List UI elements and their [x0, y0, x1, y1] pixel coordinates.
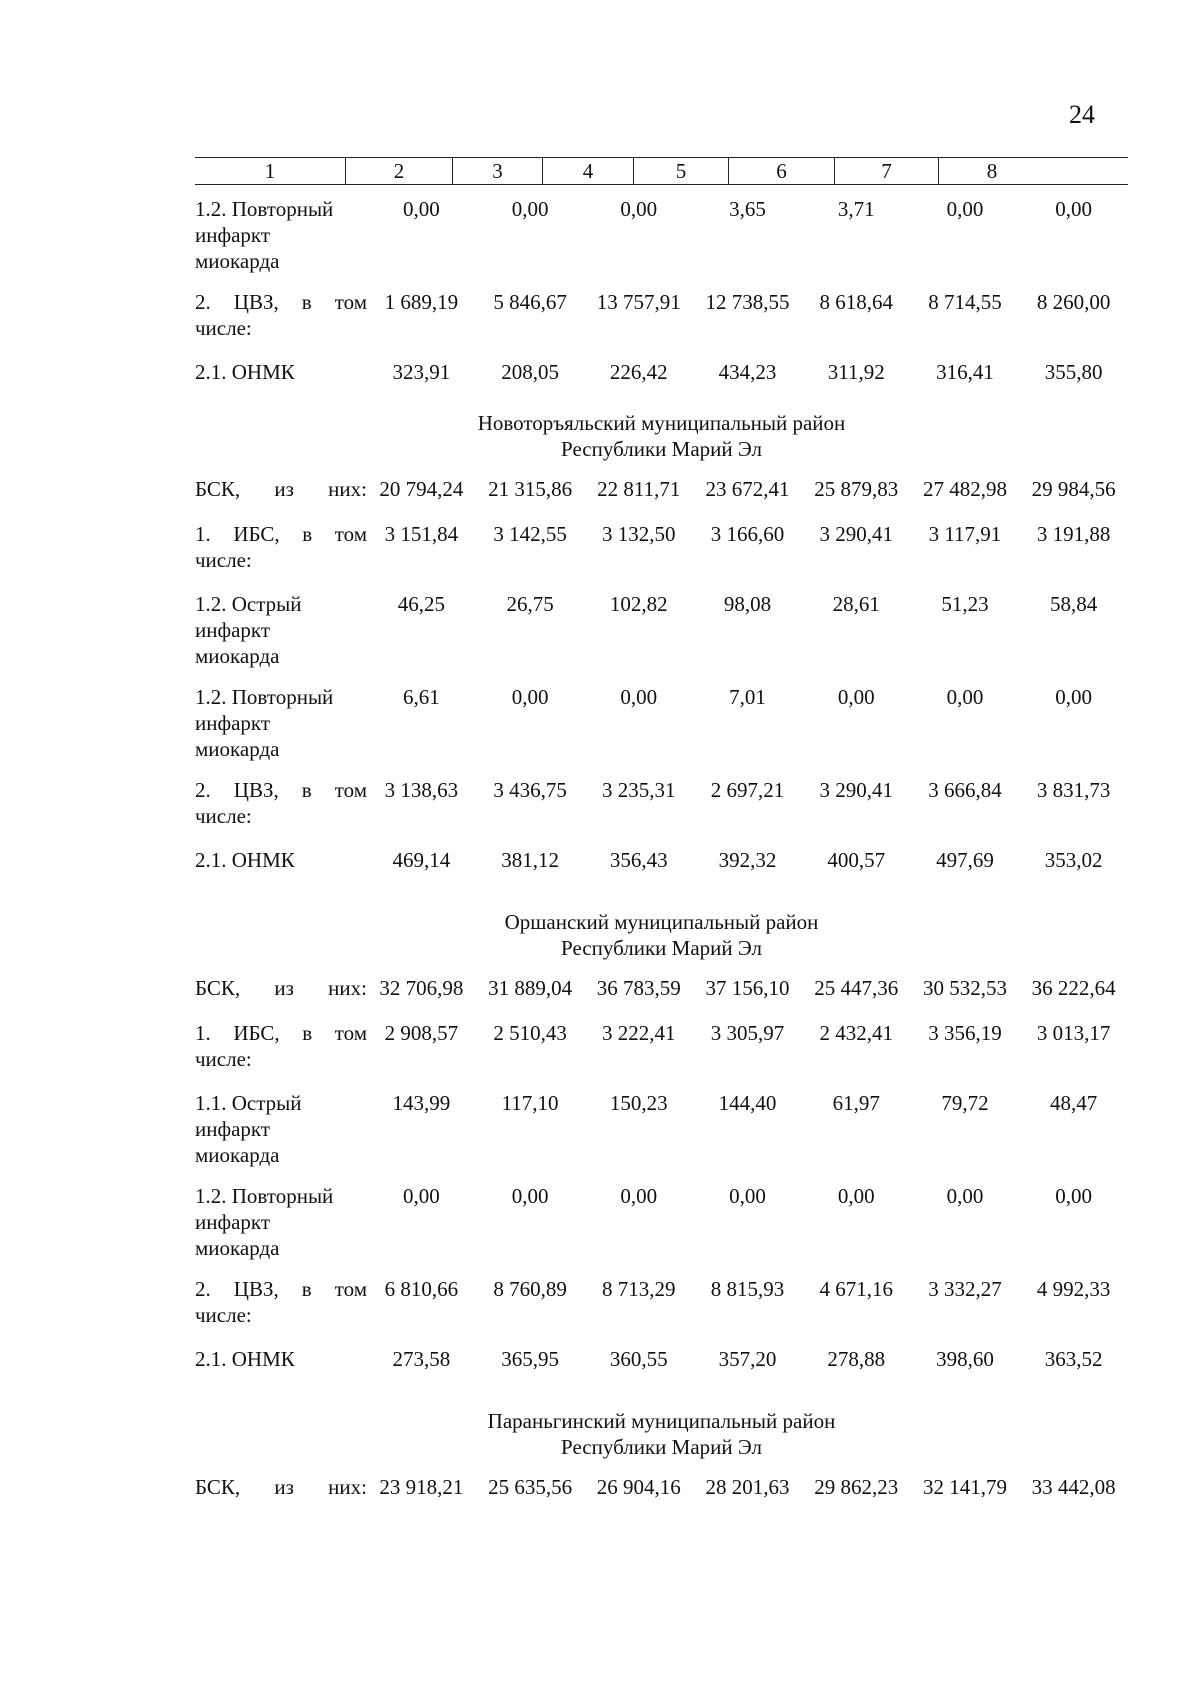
- table-cell: 381,12: [501, 848, 559, 872]
- table-cell: 0,00: [946, 197, 984, 221]
- table-cell: 3 332,27: [928, 1277, 1002, 1301]
- table-cell: 357,20: [718, 1347, 777, 1371]
- table-cell: 208,05: [501, 360, 559, 384]
- table-cell: 434,23: [718, 360, 777, 384]
- table-cell: 316,41: [936, 360, 994, 384]
- table-row: [195, 521, 1128, 573]
- row-label: 1.2. Острый инфаркт миокарда: [195, 592, 302, 668]
- table-cell: 20 794,24: [379, 477, 464, 501]
- table-cell: 3 436,75: [493, 778, 567, 802]
- table-cell: 13 757,91: [596, 290, 681, 314]
- row-label: 2. ЦВЗ, в том числе:: [195, 290, 367, 340]
- table-cell: 356,43: [609, 848, 668, 872]
- table-cell: 0,00: [620, 197, 658, 221]
- row-label: 1.1. Острый инфаркт миокарда: [195, 1091, 302, 1167]
- table-cell: 37 156,10: [705, 976, 790, 1000]
- table-cell: 144,40: [718, 1091, 777, 1115]
- table-cell: 29 862,23: [814, 1475, 899, 1499]
- table-cell: 26 904,16: [596, 1475, 681, 1499]
- header-cell-7: 7: [834, 158, 938, 184]
- table-cell: 3 666,84: [928, 778, 1002, 802]
- table-row: [195, 476, 1128, 502]
- table-cell: 4 992,33: [1036, 1277, 1111, 1301]
- table-cell: 28,61: [832, 592, 880, 616]
- table-row: [195, 1346, 1128, 1372]
- row-label: 1. ИБС, в том числе:: [195, 1021, 367, 1071]
- table-cell: 32 141,79: [922, 1475, 1007, 1499]
- table-cell: 3 290,41: [819, 778, 893, 802]
- table-cell: 117,10: [501, 1091, 559, 1115]
- row-label: 2.1. ОНМК: [195, 360, 295, 384]
- table-cell: 3,71: [837, 197, 875, 221]
- table-cell: 36 783,59: [596, 976, 681, 1000]
- table-cell: 8 760,89: [493, 1277, 567, 1301]
- table-cell: 8 815,93: [710, 1277, 785, 1301]
- table-cell: 363,52: [1044, 1347, 1103, 1371]
- table-cell: 25 447,36: [814, 976, 899, 1000]
- table-cell: 8 714,55: [928, 290, 1002, 314]
- table-cell: 30 532,53: [922, 976, 1007, 1000]
- row-label: 2. ЦВЗ, в том числе:: [195, 778, 367, 828]
- table-cell: 278,88: [827, 1347, 886, 1371]
- table-cell: 0,00: [511, 197, 549, 221]
- table-cell: 353,02: [1044, 848, 1103, 872]
- section-title: Параньгинский муниципальный район Республики Марий Эл: [487, 1409, 836, 1459]
- table-cell: 3 305,97: [710, 1021, 785, 1045]
- table-cell: 0,00: [1055, 685, 1093, 709]
- table-row: [195, 777, 1128, 829]
- table-cell: 3 191,88: [1036, 522, 1111, 546]
- table-cell: 355,80: [1044, 360, 1103, 384]
- table-cell: 33 442,08: [1031, 1475, 1116, 1499]
- table-cell: 3 117,91: [928, 522, 1002, 546]
- table-cell: 36 222,64: [1031, 976, 1116, 1000]
- table-row: [195, 847, 1128, 873]
- table-cell: 25 635,56: [488, 1475, 573, 1499]
- table-row: [195, 1183, 1128, 1261]
- table-cell: 0,00: [511, 1184, 549, 1208]
- table-cell: 2 697,21: [710, 778, 785, 802]
- table-row: [195, 684, 1128, 762]
- header-cell-4: 4: [542, 158, 633, 184]
- table-cell: 23 672,41: [705, 477, 790, 501]
- table-cell: 273,58: [392, 1347, 451, 1371]
- table-cell: 0,00: [729, 1184, 766, 1208]
- row-label: 2.1. ОНМК: [195, 1347, 295, 1371]
- table-cell: 0,00: [620, 685, 658, 709]
- table-row: [195, 975, 1128, 1001]
- header-cell-1: 1: [264, 159, 276, 183]
- table-cell: 3 235,31: [602, 778, 676, 802]
- table-cell: 48,47: [1050, 1091, 1098, 1115]
- table-cell: 3 138,63: [384, 778, 459, 802]
- table-cell: 12 738,55: [705, 290, 790, 314]
- row-label: 1.2. Повторный инфаркт миокарда: [195, 685, 334, 761]
- table-cell: 28 201,63: [705, 1475, 790, 1499]
- table-row: [195, 1020, 1128, 1072]
- table-cell: 3 831,73: [1036, 778, 1111, 802]
- header-cell-2: 2: [345, 158, 452, 184]
- table-cell: 58,84: [1050, 592, 1098, 616]
- table-cell: 21 315,86: [488, 477, 573, 501]
- table-cell: 98,08: [723, 592, 772, 616]
- table-cell: 400,57: [827, 848, 886, 872]
- table-cell: 31 889,04: [488, 976, 573, 1000]
- table-cell: 497,69: [936, 848, 994, 872]
- table-cell: 365,95: [501, 1347, 559, 1371]
- table-cell: 8 260,00: [1036, 290, 1111, 314]
- table-cell: 0,00: [837, 685, 875, 709]
- table-cell: 0,00: [511, 685, 549, 709]
- table-row: [195, 1090, 1128, 1168]
- table-cell: 360,55: [609, 1347, 668, 1371]
- row-label: 1.2. Повторный инфаркт миокарда: [195, 1184, 334, 1260]
- table-cell: 0,00: [1055, 1184, 1093, 1208]
- table-cell: 3 166,60: [710, 522, 785, 546]
- row-label: БСК, из них:: [195, 1475, 367, 1499]
- header-cell-8: 8: [938, 158, 1045, 184]
- table-cell: 6,61: [402, 685, 440, 709]
- table-cell: 46,25: [397, 592, 445, 616]
- table-cell: 323,91: [392, 360, 451, 384]
- table-cell: 79,72: [941, 1091, 989, 1115]
- table-cell: 3 151,84: [384, 522, 459, 546]
- table-cell: 61,97: [832, 1091, 880, 1115]
- table-cell: 27 482,98: [922, 477, 1007, 501]
- table-cell: 0,00: [620, 1184, 658, 1208]
- table-cell: 3 132,50: [602, 522, 676, 546]
- table-row: [195, 289, 1128, 341]
- table-cell: 0,00: [402, 197, 440, 221]
- table-cell: 8 713,29: [602, 1277, 676, 1301]
- table-cell: 226,42: [609, 360, 668, 384]
- table-cell: 0,00: [402, 1184, 440, 1208]
- page-number: 24: [1069, 100, 1095, 129]
- table-cell: 5 846,67: [493, 290, 567, 314]
- table-cell: 3 142,55: [493, 522, 567, 546]
- row-label: БСК, из них:: [195, 976, 367, 1000]
- table-cell: 0,00: [946, 1184, 984, 1208]
- table-cell: 0,00: [1055, 197, 1093, 221]
- table-cell: 3,65: [729, 197, 766, 221]
- table-cell: 3 222,41: [602, 1021, 676, 1045]
- section-title: Оршанский муниципальный район Республики Марий Эл: [504, 910, 819, 960]
- table-cell: 51,23: [941, 592, 989, 616]
- table-cell: 102,82: [609, 592, 668, 616]
- table-row: [195, 196, 1128, 274]
- table-cell: 26,75: [506, 592, 554, 616]
- table-row: [195, 591, 1128, 669]
- table-cell: 3 290,41: [819, 522, 893, 546]
- table-cell: 29 984,56: [1031, 477, 1116, 501]
- table-header: [195, 157, 1128, 185]
- row-label: 2. ЦВЗ, в том числе:: [195, 1277, 367, 1327]
- section-title: Новоторъяльский муниципальный район Республики Марий Эл: [477, 411, 846, 461]
- table-cell: 311,92: [827, 360, 885, 384]
- table-cell: 392,32: [718, 848, 777, 872]
- table-cell: 3 013,17: [1036, 1021, 1111, 1045]
- header-cell-5: 5: [633, 158, 728, 184]
- table-cell: 4 671,16: [819, 1277, 893, 1301]
- table-cell: 1 689,19: [384, 290, 459, 314]
- table-row: [195, 1276, 1128, 1328]
- table-cell: 3 356,19: [928, 1021, 1002, 1045]
- table-cell: 2 510,43: [493, 1021, 567, 1045]
- table-cell: 2 908,57: [384, 1021, 459, 1045]
- header-cell-3: 3: [452, 158, 542, 184]
- table-row: [195, 1474, 1128, 1500]
- table-cell: 2 432,41: [819, 1021, 893, 1045]
- table-cell: 8 618,64: [819, 290, 893, 314]
- table-cell: 0,00: [837, 1184, 875, 1208]
- table-cell: 23 918,21: [379, 1475, 464, 1499]
- table-cell: 32 706,98: [379, 976, 464, 1000]
- table-row: [195, 359, 1128, 385]
- row-label: 1. ИБС, в том числе:: [195, 522, 367, 572]
- table-cell: 143,99: [392, 1091, 451, 1115]
- row-label: 2.1. ОНМК: [195, 848, 295, 872]
- table-cell: 25 879,83: [814, 477, 899, 501]
- table-cell: 398,60: [936, 1347, 994, 1371]
- table-cell: 22 811,71: [597, 477, 681, 501]
- table-cell: 150,23: [609, 1091, 668, 1115]
- header-cell-6: 6: [728, 158, 834, 184]
- table-cell: 469,14: [392, 848, 451, 872]
- table-cell: 0,00: [946, 685, 984, 709]
- table-cell: 6 810,66: [384, 1277, 459, 1301]
- table-cell: 7,01: [729, 685, 766, 709]
- row-label: БСК, из них:: [195, 477, 367, 501]
- row-label: 1.2. Повторный инфаркт миокарда: [195, 197, 334, 273]
